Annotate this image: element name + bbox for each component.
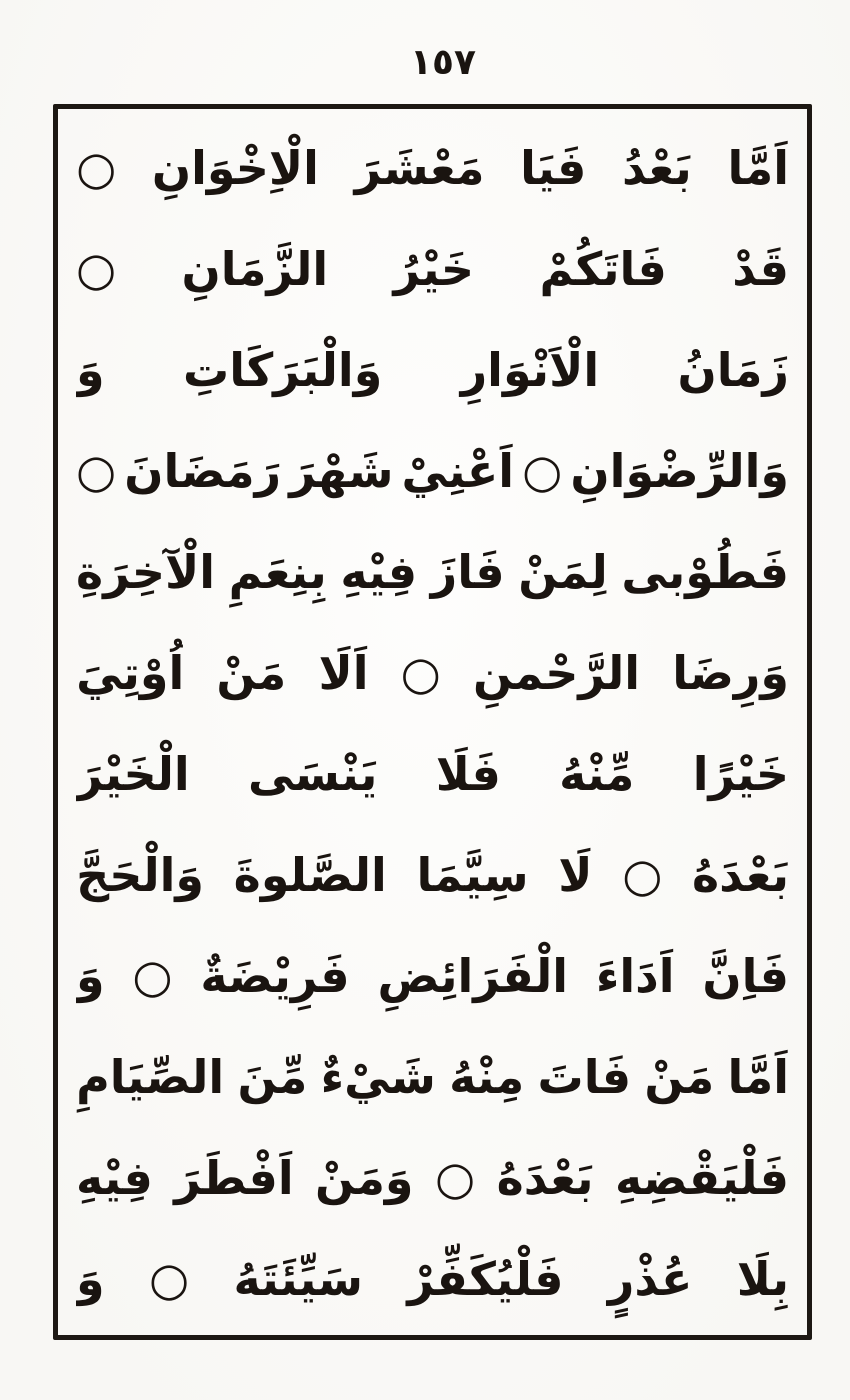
text-line-9: فَاِنَّ اَدَاءَ الْفَرَائِضِ فَرِيْضَةٌ ○ وَ	[76, 948, 789, 1003]
text-line-7: خَيْرًا مِّنْهُ فَلَا يَنْسَى الْخَيْرَ	[76, 746, 789, 801]
text-line-8: بَعْدَهُ ○ لَا سِيَّمَا الصَّلوةَ وَالْحَجَّ	[76, 847, 789, 902]
page-number: ١٥٧	[410, 42, 476, 83]
text-line-5: فَطُوْبى لِمَنْ فَازَ فِيْهِ بِنِعَمِ الْآخِرَةِ	[76, 544, 789, 599]
text-line-6: وَرِضَا الرَّحْمنِ ○ اَلَا مَنْ اُوْتِيَ	[76, 645, 789, 700]
text-line-3: زَمَانُ الْاَنْوَارِ وَالْبَرَكَاتِ وَ	[76, 342, 789, 397]
text-line-2: قَدْ فَاتَكُمْ خَيْرُ الزَّمَانِ ○	[76, 241, 789, 296]
text-line-4: وَالرِّضْوَانِ ○ اَعْنِيْ شَهْرَ رَمَضَانَ ○	[76, 443, 789, 498]
text-line-1: اَمَّا بَعْدُ فَيَا مَعْشَرَ الْاِخْوَانِ ○	[76, 140, 789, 195]
text-frame-border	[53, 104, 812, 1340]
text-line-12: بِلَا عُذْرٍ فَلْيُكَفِّرْ سَيِّئَتَهُ ○ وَ	[76, 1251, 789, 1306]
text-line-11: فَلْيَقْضِهِ بَعْدَهُ ○ وَمَنْ اَفْطَرَ فِيْهِ	[76, 1150, 789, 1205]
text-line-10: اَمَّا مَنْ فَاتَ مِنْهُ شَيْءٌ مِّنَ الصِّيَامِ	[76, 1049, 789, 1104]
